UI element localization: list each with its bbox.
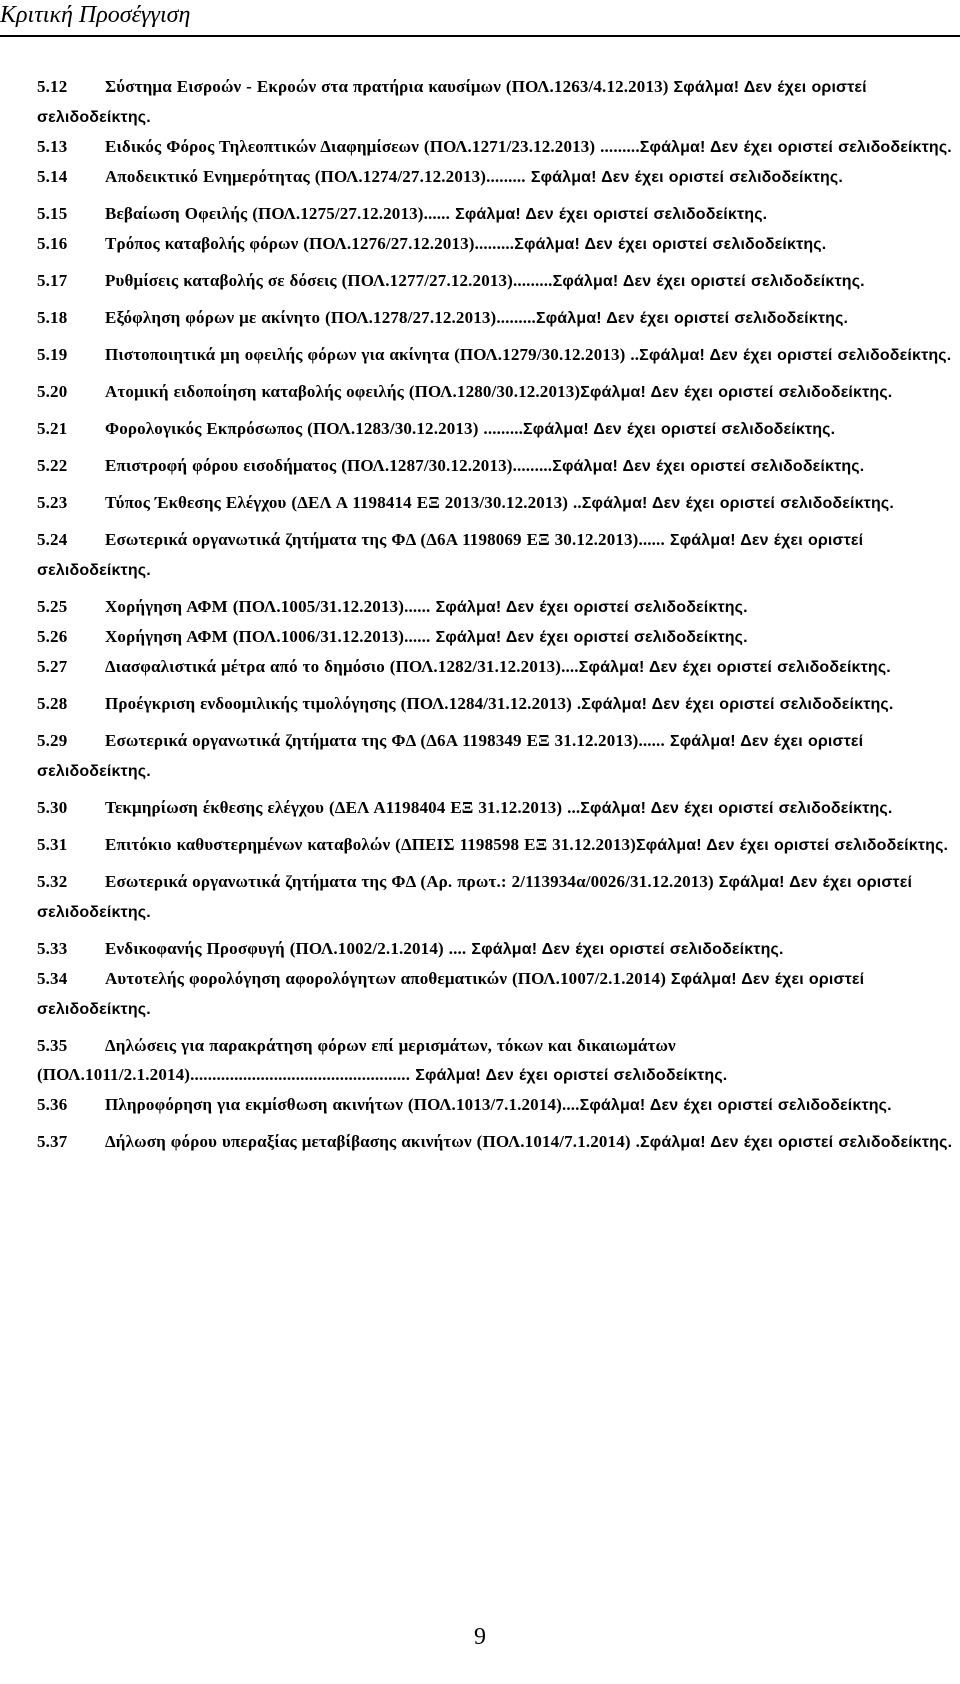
toc-entry-leader: ......... — [474, 234, 515, 253]
toc-entry-error: Σφάλμα! Δεν έχει οριστεί σελιδοδείκτης. — [535, 310, 849, 327]
toc-entry-title: Εσωτερικά οργανωτικά ζητήματα της ΦΔ (Δ6Α 1198069 ΕΞ 30.12.2013) — [105, 530, 639, 549]
toc-entry-leader: ...... — [423, 204, 450, 223]
toc-entry-5-14[interactable] — [37, 162, 960, 192]
toc-entry-number: 5.37 — [37, 1132, 68, 1151]
toc-entry-number: 5.15 — [37, 204, 68, 223]
toc-entry-number: 5.27 — [37, 657, 68, 676]
toc-entry-leader: ... — [562, 798, 581, 817]
toc-entry-number: 5.35 — [37, 1036, 68, 1055]
toc-entry-title: Φορολογικός Εκπρόσωπος (ΠΟΛ.1283/30.12.2013) — [105, 419, 479, 438]
toc-entry-title: Ενδικοφανής Προσφυγή (ΠΟΛ.1002/2.1.2014) — [105, 939, 444, 958]
toc-entry-title: Πιστοποιητικά μη οφειλής φόρων για ακίνητα (ΠΟΛ.1279/30.12.2013) — [105, 345, 626, 364]
toc-entry-title: Ειδικός Φόρος Τηλεοπτικών Διαφημίσεων (ΠΟΛ.1271/23.12.2013) — [105, 137, 596, 156]
toc-entry-title: Χορήγηση ΑΦΜ (ΠΟΛ.1005/31.12.2013) — [105, 597, 405, 616]
toc-entry-title: Σύστημα Εισροών - Εκροών στα πρατήρια καυσίμων (ΠΟΛ.1263/4.12.2013) — [105, 77, 669, 96]
toc-entry-number: 5.28 — [37, 694, 68, 713]
toc-entry-5-28[interactable] — [37, 689, 960, 719]
page-number: 9 — [474, 1624, 486, 1650]
toc-entry-number: 5.16 — [37, 234, 68, 253]
toc-entry-title: Ατομική ειδοποίηση καταβολής οφειλής (ΠΟΛ.1280/30.12.2013) — [105, 382, 581, 401]
toc-entry-5-35[interactable] — [37, 1031, 960, 1090]
toc-entry-5-18[interactable] — [37, 303, 960, 333]
toc-entry-error: Σφάλμα! Δεν έχει οριστεί σελιδοδείκτης. — [581, 495, 894, 512]
toc-entry-5-34[interactable] — [37, 964, 960, 1024]
toc-entry-error: Σφάλμα! Δεν έχει οριστεί σελιδοδείκτης. — [525, 169, 843, 186]
toc-entry-title: Επιστροφή φόρου εισοδήματος (ΠΟΛ.1287/30.12.2013) — [105, 456, 513, 475]
toc-entry-error: Σφάλμα! Δεν έχει οριστεί σελιδοδείκτης. — [639, 139, 952, 156]
toc-entry-error: Σφάλμα! Δεν έχει οριστεί σελιδοδείκτης. — [578, 659, 891, 676]
toc-entry-number: 5.12 — [37, 77, 68, 96]
toc-entry-title: Πληροφόρηση για εκμίσθωση ακινήτων (ΠΟΛ.1013/7.1.2014) — [105, 1095, 562, 1114]
toc-entry-number: 5.36 — [37, 1095, 68, 1114]
toc-entry-number: 5.29 — [37, 731, 68, 750]
toc-entry-error: Σφάλμα! Δεν έχει οριστεί σελιδοδείκτης. — [552, 458, 865, 475]
header-rule — [0, 35, 960, 37]
toc-entry-5-30[interactable] — [37, 793, 960, 823]
toc-entry-number: 5.34 — [37, 969, 68, 988]
toc-entry-title: Αυτοτελής φορολόγηση αφορολόγητων αποθεματικών (ΠΟΛ.1007/2.1.2014) — [105, 969, 667, 988]
toc-entry-leader: ...... — [638, 731, 665, 750]
toc-entry-5-31[interactable] — [37, 830, 960, 860]
toc-entry-title: Τύπος Έκθεσης Ελέγχου (ΔΕΛ Α 1198414 ΕΞ 2013/30.12.2013) — [105, 493, 569, 512]
toc-entry-number: 5.18 — [37, 308, 68, 327]
toc-entry-leader: ......... — [496, 308, 536, 327]
toc-entry-number: 5.21 — [37, 419, 68, 438]
toc-entry-error: Σφάλμα! Δεν έχει οριστεί σελιδοδείκτης. — [37, 971, 865, 1018]
toc-entry-5-32[interactable] — [37, 867, 960, 927]
toc-entry-number: 5.17 — [37, 271, 68, 290]
toc-entry-number: 5.24 — [37, 530, 68, 549]
toc-entry-error: Σφάλμα! Δεν έχει οριστεί σελιδοδείκτης. — [580, 800, 893, 817]
toc-entry-error: Σφάλμα! Δεν έχει οριστεί σελιδοδείκτης. — [523, 421, 836, 438]
toc-entry-leader: .... — [561, 1095, 580, 1114]
toc-entry-leader: ......... — [478, 419, 524, 438]
toc-entry-5-23[interactable] — [37, 488, 960, 518]
toc-entry-error: Σφάλμα! Δεν έχει οριστεί σελιδοδείκτης. — [466, 941, 784, 958]
toc-entry-number: 5.19 — [37, 345, 68, 364]
toc-entry-5-29[interactable] — [37, 726, 960, 786]
toc-entry-error: Σφάλμα! Δεν έχει οριστεί σελιδοδείκτης. — [37, 874, 913, 921]
toc-entry-title: Χορήγηση ΑΦΜ (ΠΟΛ.1006/31.12.2013) — [105, 627, 405, 646]
toc-entry-error: Σφάλμα! Δεν έχει οριστεί σελιδοδείκτης. — [639, 347, 952, 364]
toc-entry-title: Δήλωση φόρου υπεραξίας μεταβίβασης ακινήτων (ΠΟΛ.1014/7.1.2014) — [105, 1132, 631, 1151]
toc-entry-error: Σφάλμα! Δεν έχει οριστεί σελιδοδείκτης. — [430, 629, 748, 646]
toc-entry-5-16[interactable] — [37, 229, 960, 259]
toc-entry-5-37[interactable] — [37, 1127, 960, 1157]
toc-entry-error: Σφάλμα! Δεν έχει οριστεί σελιδοδείκτης. — [580, 384, 893, 401]
toc-entry-title: Ρυθμίσεις καταβολής σε δόσεις (ΠΟΛ.1277/27.12.2013) — [105, 271, 513, 290]
toc-entry-5-24[interactable] — [37, 525, 960, 585]
toc-entry-number: 5.23 — [37, 493, 68, 512]
toc-entry-title: Εξόφληση φόρων με ακίνητο (ΠΟΛ.1278/27.12.2013) — [105, 308, 497, 327]
toc-entry-number: 5.32 — [37, 872, 68, 891]
toc-entry-5-21[interactable] — [37, 414, 960, 444]
toc-entry-leader: .. — [625, 345, 640, 364]
toc-entry-5-15[interactable] — [37, 199, 960, 229]
toc-entry-leader: ...... — [404, 597, 431, 616]
toc-entry-title: Βεβαίωση Οφειλής (ΠΟΛ.1275/27.12.2013) — [105, 204, 424, 223]
toc-entry-leader: .... — [561, 657, 579, 676]
toc-entry-title: Τεκμηρίωση έκθεσης ελέγχου (ΔΕΛ Α1198404 ΕΞ 31.12.2013) — [105, 798, 563, 817]
toc-entry-number: 5.20 — [37, 382, 68, 401]
running-header: Κριτική Προσέγγιση — [0, 2, 191, 28]
toc-entry-5-19[interactable] — [37, 340, 960, 370]
toc-entry-error: Σφάλμα! Δεν έχει οριστεί σελιδοδείκτης. — [639, 1134, 953, 1151]
toc-entry-leader: .... — [443, 939, 467, 958]
toc-entry-title: Εσωτερικά οργανωτικά ζητήματα της ΦΔ (Δ6Α 1198349 ΕΞ 31.12.2013) — [105, 731, 639, 750]
toc-entry-error: Σφάλμα! Δεν έχει οριστεί σελιδοδείκτης. — [449, 206, 768, 223]
toc-entry-error: Σφάλμα! Δεν έχει οριστεί σελιδοδείκτης. — [514, 236, 827, 253]
toc-entry-5-22[interactable] — [37, 451, 960, 481]
toc-entry-title: Προέγκριση ενδοομιλικής τιμολόγησης (ΠΟΛ.1284/31.12.2013) — [105, 694, 572, 713]
toc-entry-leader: ......... — [512, 456, 553, 475]
toc-entry-5-13[interactable] — [37, 132, 960, 162]
toc-entry-error: Σφάλμα! Δεν έχει οριστεί σελιδοδείκτης. — [579, 1097, 892, 1114]
toc-entry-leader: . — [630, 1132, 640, 1151]
toc-entry-error: Σφάλμα! Δεν έχει οριστεί σελιδοδείκτης. — [37, 532, 864, 579]
table-of-contents — [37, 72, 960, 1157]
toc-entry-leader: ......... — [595, 137, 640, 156]
toc-entry-number: 5.33 — [37, 939, 68, 958]
toc-entry-leader: ......... — [486, 167, 526, 186]
toc-entry-number: 5.31 — [37, 835, 68, 854]
toc-entry-error: Σφάλμα! Δεν έχει οριστεί σελιδοδείκτης. — [37, 733, 864, 780]
toc-entry-leader: ...... — [404, 627, 431, 646]
toc-entry-title: Εσωτερικά οργανωτικά ζητήματα της ΦΔ (Αρ. πρωτ.: 2/113934α/0026/31.12.2013) — [105, 872, 714, 891]
toc-entry-error: Σφάλμα! Δεν έχει οριστεί σελιδοδείκτης. — [410, 1067, 728, 1084]
toc-entry-5-20[interactable] — [37, 377, 960, 407]
toc-entry-title: Επιτόκιο καθυστερημένων καταβολών (ΔΠΕΙΣ 1198598 ΕΞ 31.12.2013) — [105, 835, 636, 854]
toc-entry-title: Δηλώσεις για παρακράτηση φόρων επί μερισμάτων, τόκων και δικαιωμάτων (ΠΟΛ.1011/2.1.2014) — [37, 1036, 676, 1084]
toc-entry-number: 5.26 — [37, 627, 68, 646]
toc-entry-5-12[interactable] — [37, 72, 960, 132]
toc-entry-error: Σφάλμα! Δεν έχει οριστεί σελιδοδείκτης. — [37, 79, 867, 126]
toc-entry-error: Σφάλμα! Δεν έχει οριστεί σελιδοδείκτης. — [430, 599, 748, 616]
toc-entry-leader: .................................................. — [190, 1065, 411, 1084]
toc-entry-title: Διασφαλιστικά μέτρα από το δημόσιο (ΠΟΛ.1282/31.12.2013) — [105, 657, 562, 676]
toc-entry-error: Σφάλμα! Δεν έχει οριστεί σελιδοδείκτης. — [635, 837, 949, 854]
toc-entry-5-27[interactable] — [37, 652, 960, 682]
toc-entry-5-36[interactable] — [37, 1090, 960, 1120]
toc-entry-leader: ...... — [638, 530, 665, 549]
toc-entry-title: Τρόπος καταβολής φόρων (ΠΟΛ.1276/27.12.2013) — [105, 234, 475, 253]
toc-entry-leader: .. — [568, 493, 582, 512]
toc-entry-5-25[interactable] — [37, 592, 960, 622]
toc-entry-number: 5.30 — [37, 798, 68, 817]
toc-entry-leader: ......... — [512, 271, 553, 290]
toc-entry-5-33[interactable] — [37, 934, 960, 964]
toc-entry-number: 5.22 — [37, 456, 68, 475]
toc-entry-number: 5.13 — [37, 137, 68, 156]
toc-entry-number: 5.25 — [37, 597, 68, 616]
toc-entry-5-26[interactable] — [37, 622, 960, 652]
toc-entry-number: 5.14 — [37, 167, 68, 186]
toc-entry-leader: . — [571, 694, 582, 713]
toc-entry-error: Σφάλμα! Δεν έχει οριστεί σελιδοδείκτης. — [581, 696, 894, 713]
toc-entry-title: Αποδεικτικό Ενημερότητας (ΠΟΛ.1274/27.12.2013) — [105, 167, 487, 186]
toc-entry-5-17[interactable] — [37, 266, 960, 296]
toc-entry-error: Σφάλμα! Δεν έχει οριστεί σελιδοδείκτης. — [552, 273, 865, 290]
